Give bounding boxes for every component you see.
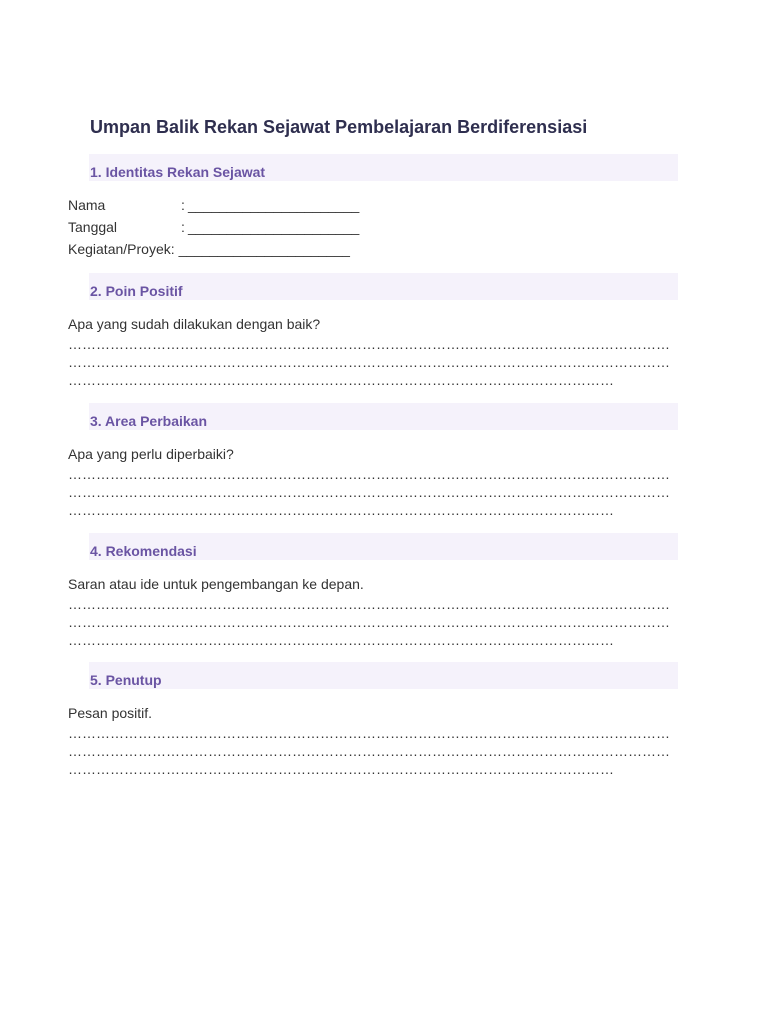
field-separator: :: [181, 197, 185, 213]
answer-line[interactable]: …………………………………………………………………………………………………………………: [68, 596, 670, 612]
field-blank: ______________________: [178, 241, 350, 257]
field-nama[interactable]: [68, 197, 359, 215]
section-heading: 3. Area Perbaikan: [90, 413, 207, 429]
section-heading: 1. Identitas Rekan Sejawat: [90, 164, 266, 180]
field-label: Nama: [68, 197, 106, 213]
document-title: Umpan Balik Rekan Sejawat Pembelajaran Berdiferensiasi: [90, 117, 588, 137]
answer-line[interactable]: ………………………………………………………………………………………………………: [68, 372, 614, 388]
section-header-identitas: [89, 154, 678, 181]
section-header-rekomendasi: [89, 533, 678, 560]
answer-line[interactable]: ………………………………………………………………………………………………………: [68, 761, 614, 777]
section-prompt: Pesan positif.: [68, 705, 153, 721]
field-tanggal[interactable]: [68, 219, 359, 237]
answer-line[interactable]: …………………………………………………………………………………………………………………: [68, 484, 670, 500]
section-prompt: Saran atau ide untuk pengembangan ke depan.: [68, 576, 364, 592]
answer-line[interactable]: …………………………………………………………………………………………………………………: [68, 336, 670, 352]
field-kegiatan[interactable]: [68, 241, 350, 259]
section-heading: 5. Penutup: [90, 672, 162, 688]
field-blank: ______________________: [188, 219, 360, 235]
answer-line[interactable]: ………………………………………………………………………………………………………: [68, 502, 614, 518]
section-heading: 4. Rekomendasi: [90, 543, 197, 559]
field-blank: ______________________: [188, 197, 360, 213]
section-prompt: Apa yang sudah dilakukan dengan baik?: [68, 316, 321, 332]
section-prompt: Apa yang perlu diperbaiki?: [68, 446, 234, 462]
field-separator: :: [181, 219, 185, 235]
section-header-area-perbaikan: [89, 403, 678, 430]
answer-line[interactable]: …………………………………………………………………………………………………………………: [68, 614, 670, 630]
answer-line[interactable]: …………………………………………………………………………………………………………………: [68, 743, 670, 759]
section-heading: 2. Poin Positif: [90, 283, 183, 299]
section-header-penutup: [89, 662, 678, 689]
answer-line[interactable]: …………………………………………………………………………………………………………………: [68, 354, 670, 370]
field-label: Tanggal: [68, 219, 118, 235]
answer-line[interactable]: ………………………………………………………………………………………………………: [68, 632, 614, 648]
field-label: Kegiatan/Proyek:: [68, 241, 175, 257]
section-header-poin-positif: [89, 273, 678, 300]
answer-line[interactable]: …………………………………………………………………………………………………………………: [68, 466, 670, 482]
answer-line[interactable]: …………………………………………………………………………………………………………………: [68, 725, 670, 741]
